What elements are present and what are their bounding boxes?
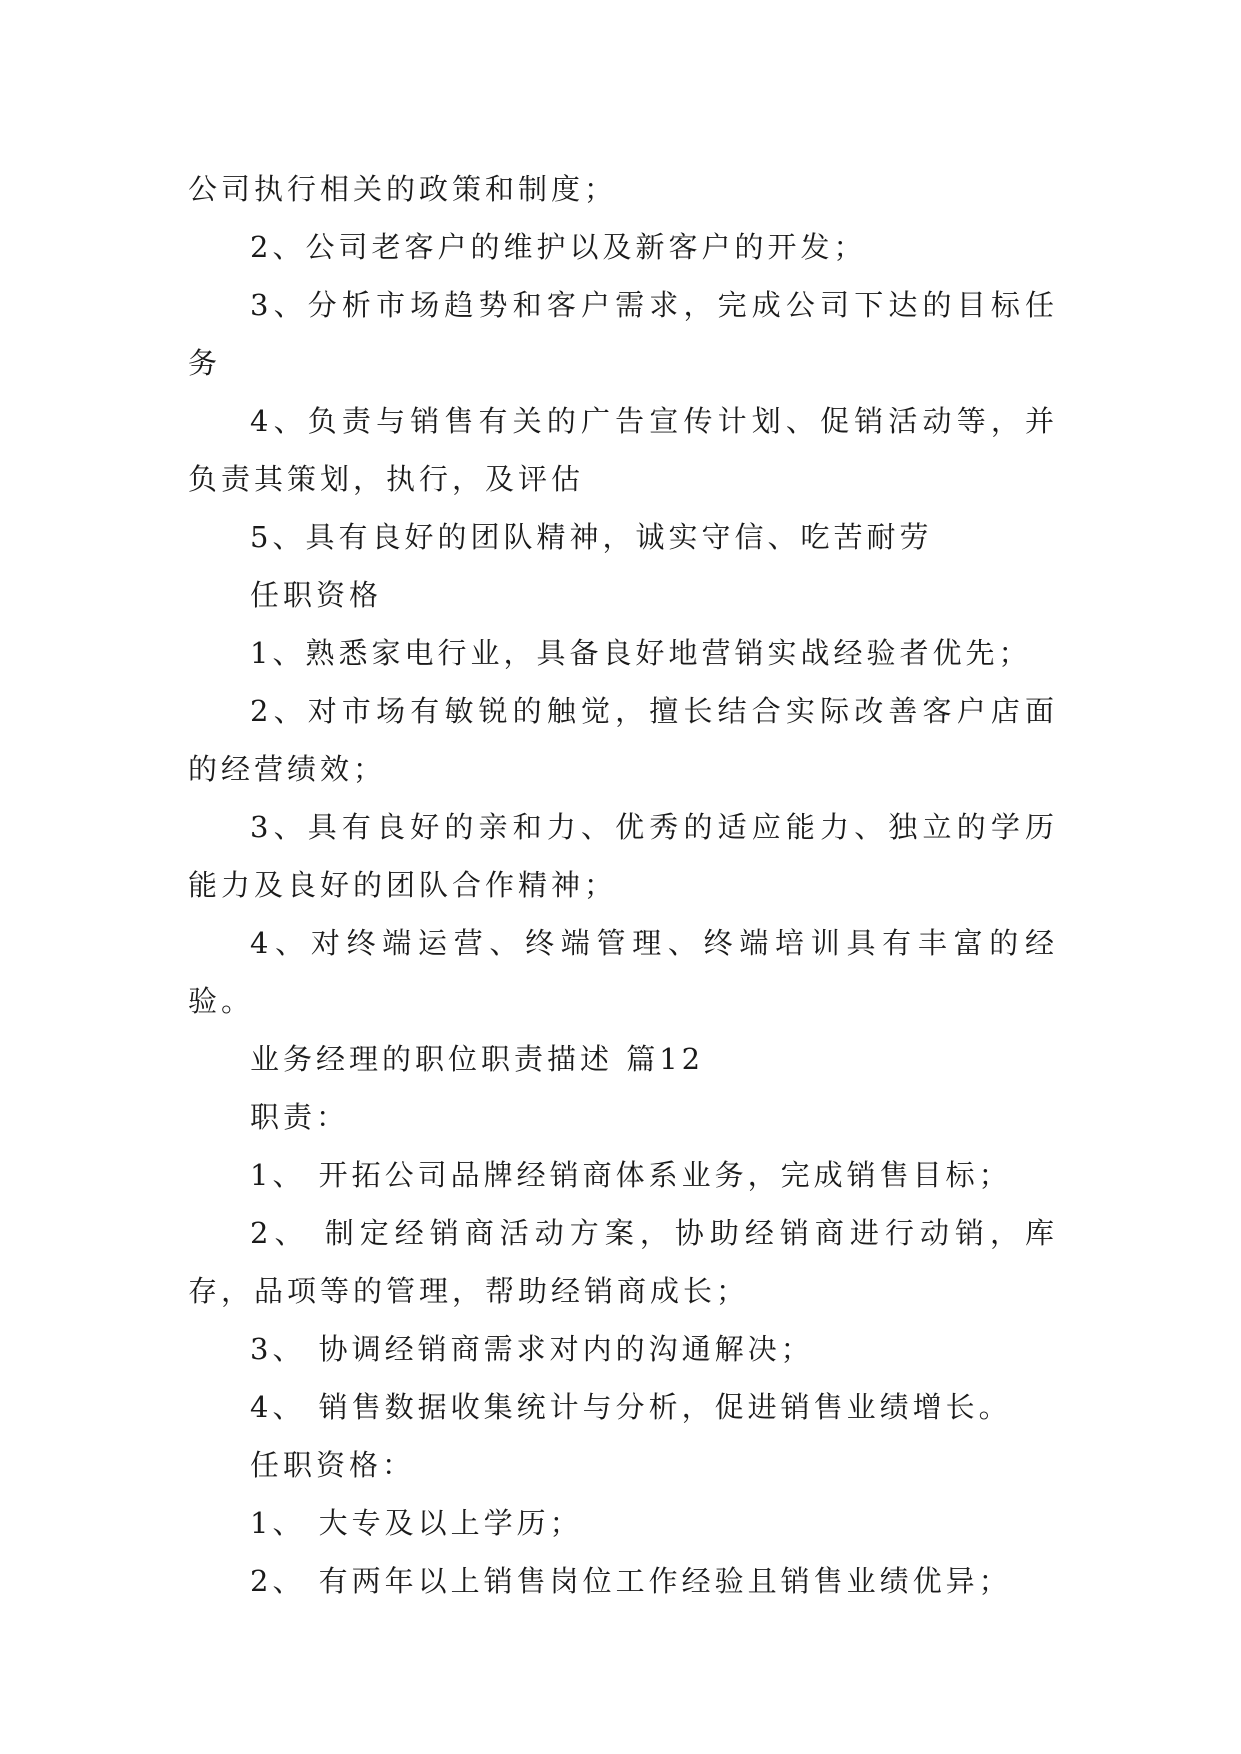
paragraph: 5、具有良好的团队精神，诚实守信、吃苦耐劳 (250, 520, 933, 554)
section-heading: 职责： (250, 1100, 350, 1134)
paragraph: 2、公司老客户的维护以及新客户的开发； (250, 230, 867, 264)
paragraph: 4、对终端运营、终端管理、终端培训具有丰富的经验。 (188, 926, 1058, 1018)
paragraph: 4、 销售数据收集统计与分析，促进销售业绩增长。 (250, 1390, 1012, 1424)
section-heading: 任职资格 (250, 578, 383, 612)
paragraph: 2、 有两年以上销售岗位工作经验且销售业绩优异； (250, 1564, 1012, 1598)
paragraph: 公司执行相关的政策和制度； (188, 172, 618, 206)
paragraph: 1、 开拓公司品牌经销商体系业务，完成销售目标； (250, 1158, 1012, 1192)
section-heading: 业务经理的职位职责描述 篇12 (250, 1042, 705, 1076)
document-body (188, 160, 1058, 1610)
paragraph: 3、具有良好的亲和力、优秀的适应能力、独立的学历能力及良好的团队合作精神； (188, 810, 1058, 902)
paragraph: 4、负责与销售有关的广告宣传计划、促销活动等，并负责其策划，执行，及评估 (188, 404, 1058, 496)
paragraph: 1、熟悉家电行业，具备良好地营销实战经验者优先； (250, 636, 1032, 670)
section-heading: 任职资格： (250, 1448, 416, 1482)
paragraph: 2、对市场有敏锐的触觉，擅长结合实际改善客户店面的经营绩效； (188, 694, 1058, 786)
paragraph: 3、 协调经销商需求对内的沟通解决； (250, 1332, 814, 1366)
paragraph: 1、 大专及以上学历； (250, 1506, 583, 1540)
paragraph: 2、 制定经销商活动方案，协助经销商进行动销，库存，品项等的管理，帮助经销商成长； (188, 1216, 1058, 1308)
paragraph: 3、分析市场趋势和客户需求，完成公司下达的目标任务 (188, 288, 1058, 380)
